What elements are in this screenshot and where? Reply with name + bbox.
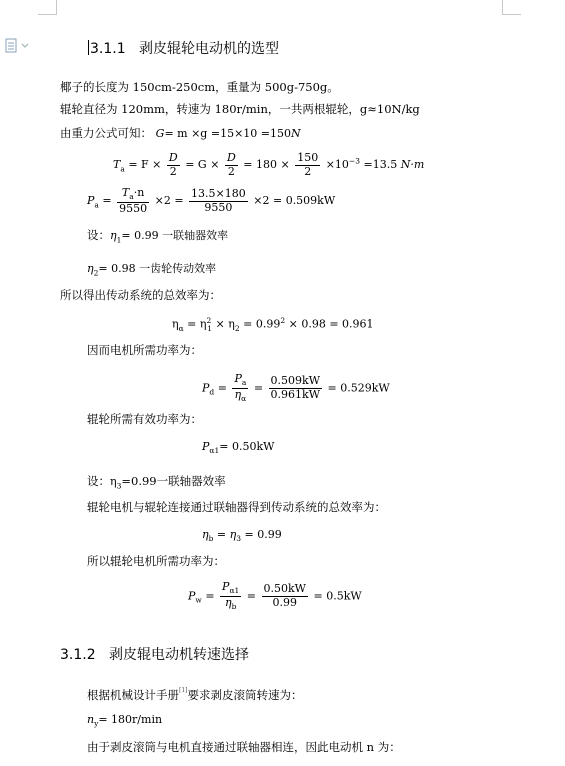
symbol-eta: η <box>224 595 232 609</box>
fraction-values <box>269 375 322 401</box>
torque-result: =13.5 <box>363 158 398 172</box>
times: × <box>215 317 225 331</box>
citation-marker[interactable]: [1] <box>179 687 188 694</box>
subscript-3: 3 <box>236 534 241 544</box>
equation-torque <box>113 152 424 178</box>
numerator-Pa <box>232 373 248 389</box>
reference-text: 根据机械设计手册 <box>87 688 179 702</box>
subscript-1: 1 <box>207 323 213 333</box>
speed-value: = 180r/min <box>98 713 163 726</box>
section-title: 剥皮辊轮电动机的选型 <box>138 41 279 57</box>
denominator-value: 0.961kW <box>270 387 321 401</box>
symbol-eta: η <box>110 229 117 242</box>
superscript-2: 2 <box>280 316 286 325</box>
eq-power-ten: ×10 <box>325 158 349 172</box>
subscript-w: w <box>195 595 202 605</box>
subscript-2: 2 <box>93 268 99 278</box>
prefix-set: 设： <box>87 474 110 488</box>
fraction-product-over-9550 <box>189 188 248 214</box>
text-gravity-intro: 由重力公式可知： <box>60 126 152 140</box>
paragraph-handbook-reference <box>87 688 303 702</box>
symbol-eta: η <box>199 317 207 331</box>
section-number: 3.1.1 <box>90 41 126 57</box>
denominator-9550: 9550 <box>119 201 148 215</box>
subscript-b: b <box>231 602 237 611</box>
equation-motor-power <box>202 373 390 404</box>
symbol-eta: η <box>172 317 179 331</box>
equals: = <box>217 381 227 395</box>
section-heading-3-1-1 <box>88 40 279 56</box>
denominator-2: 2 <box>227 164 235 178</box>
document-icon[interactable] <box>5 38 31 54</box>
denominator-2: 2 <box>304 164 312 178</box>
numerator-value: 0.50kW <box>263 582 306 596</box>
equation-gravity <box>60 128 301 140</box>
subscript-3: 3 <box>116 481 122 491</box>
section-heading-3-1-2 <box>60 648 249 662</box>
symbol-eta: η <box>234 387 242 401</box>
equals: = <box>246 589 257 603</box>
gravity-rhs: = m ×g =15×10 =150 <box>164 127 291 140</box>
eq-F: = F × <box>128 158 162 172</box>
subscript-alpha: α <box>178 323 184 333</box>
symbol-eta: η <box>87 262 94 275</box>
fraction-Tn-over-9550 <box>117 187 149 215</box>
exponent: −3 <box>348 156 360 166</box>
efficiency-value: = 0.99 一联轴器效率 <box>121 229 229 242</box>
equation-roller-power <box>202 441 274 455</box>
symbol-eta: η <box>202 528 209 541</box>
paragraph-coconut-size: 椰子的长度为 150cm-250cm，重量为 500g-750g。 <box>60 80 339 94</box>
times-two: ×2 = <box>154 194 184 208</box>
symbol-P: P <box>188 589 196 603</box>
paragraph-roller-motor-efficiency: 辊轮电机与辊轮连接通过联轴器得到传动系统的总效率为： <box>87 500 386 514</box>
denominator-eta <box>220 597 241 612</box>
equals: = <box>205 589 215 603</box>
eq-G: = G × <box>185 158 220 172</box>
subscript-d: d <box>209 387 215 397</box>
subscript-alpha1: α1 <box>209 446 220 456</box>
prefix-set: 设： <box>87 228 110 242</box>
numerator-value: 0.509kW <box>270 374 321 388</box>
equation-roller-speed <box>87 714 162 728</box>
subscript-alpha: α <box>241 394 247 403</box>
symbol-T: T <box>113 158 121 172</box>
symbol-P: P <box>234 372 242 385</box>
subscript-a: a <box>129 192 134 202</box>
equals: = <box>216 528 227 541</box>
denominator-9550: 9550 <box>204 200 233 214</box>
roller-efficiency-result: = 0.99 <box>244 528 282 541</box>
eq-mid: = 180 × <box>243 158 290 172</box>
denominator-value: 0.99 <box>272 595 297 609</box>
section-number: 3.1.2 <box>60 647 96 663</box>
denominator-2: 2 <box>169 164 177 178</box>
numerator-Tn <box>117 187 149 203</box>
power-result: ×2 = 0.509kW <box>253 194 336 208</box>
fraction-150-over-2 <box>295 152 320 178</box>
equals: = <box>253 381 264 395</box>
text-cursor <box>88 40 89 55</box>
subscript-b: b <box>208 534 214 544</box>
paragraph-gear-efficiency <box>87 263 216 277</box>
equals: = <box>102 194 112 208</box>
equation-power <box>87 187 335 215</box>
numerator-150: 150 <box>297 151 319 164</box>
symbol-P: P <box>202 440 210 453</box>
paragraph-roller-motor-power-intro: 所以辊轮电机所需功率为： <box>87 554 225 568</box>
symbol-G: G <box>155 127 165 140</box>
superscript-2: 2 <box>206 316 212 325</box>
symbol-P: P <box>222 580 230 593</box>
paragraph-motor-speed-intro: 由于剥皮滚筒与电机直接通过联轴器相连，因此电动机 n 为： <box>87 740 401 754</box>
subscript-1: 1 <box>116 235 122 245</box>
paragraph-motor-power-intro: 因而电机所需功率为： <box>87 343 202 357</box>
subscript-2: 2 <box>234 323 240 333</box>
reference-tail: 要求剥皮滚筒转速为： <box>187 688 303 702</box>
numerator-D: D <box>168 151 178 164</box>
eq-rest: = 0.99 <box>243 317 281 331</box>
crop-mark-top-right <box>502 0 521 15</box>
fraction-values <box>262 583 308 609</box>
fraction-Pa1-over-eta <box>220 581 241 612</box>
numerator-D: D <box>226 151 236 164</box>
symbol-eta: η <box>110 475 117 488</box>
equation-roller-motor-power <box>188 581 362 612</box>
symbol-P: P <box>87 194 95 208</box>
paragraph-roller-spec: 辊轮直径为 120mm，转速为 180r/min，一共两根辊轮，g≈10N/kg <box>60 102 420 116</box>
efficiency-value: =0.99一联轴器效率 <box>121 474 226 488</box>
subscript-a: a <box>120 164 125 174</box>
numerator-product: 13.5×180 <box>191 187 246 201</box>
paragraph-coupling-efficiency <box>87 230 228 244</box>
section-title: 剥皮辊电动机转速选择 <box>108 647 249 663</box>
symbol-eta: η <box>229 528 237 541</box>
motor-power-result: = 0.529kW <box>327 381 390 395</box>
paragraph-total-efficiency-intro: 所以得出传动系统的总效率为： <box>60 288 221 302</box>
efficiency-value: = 0.98 一齿轮传动效率 <box>98 262 217 275</box>
fraction-D-over-2-b <box>225 152 238 178</box>
torque-unit: N·m <box>400 158 425 172</box>
subscript-a: a <box>94 200 99 210</box>
symbol-n: ·n <box>133 186 145 199</box>
fraction-Pa-over-eta <box>232 373 248 404</box>
symbol-P: P <box>202 381 210 395</box>
paragraph-coupling-efficiency-3 <box>87 476 226 490</box>
equation-roller-efficiency <box>202 529 282 543</box>
crop-mark-top-left <box>38 0 57 15</box>
numerator-Pa1 <box>220 581 241 597</box>
unit-N: N <box>291 127 301 140</box>
denominator-eta <box>232 389 248 404</box>
roller-power-result: = 0.50kW <box>219 440 275 453</box>
equation-total-efficiency <box>172 317 374 332</box>
fraction-D-over-2 <box>167 152 180 178</box>
total-efficiency-result: × 0.98 = 0.961 <box>288 317 374 331</box>
subscript-y: y <box>94 719 99 729</box>
paragraph-roller-power-intro: 辊轮所需有效功率为： <box>87 412 202 426</box>
symbol-n: n <box>87 713 95 726</box>
equals: = <box>187 317 197 331</box>
subscript-alpha1: α1 <box>229 586 240 596</box>
symbol-eta: η <box>228 317 235 331</box>
roller-motor-power-result: = 0.5kW <box>313 589 362 603</box>
subscript-a: a <box>241 378 247 388</box>
symbol-T: T <box>121 186 130 199</box>
